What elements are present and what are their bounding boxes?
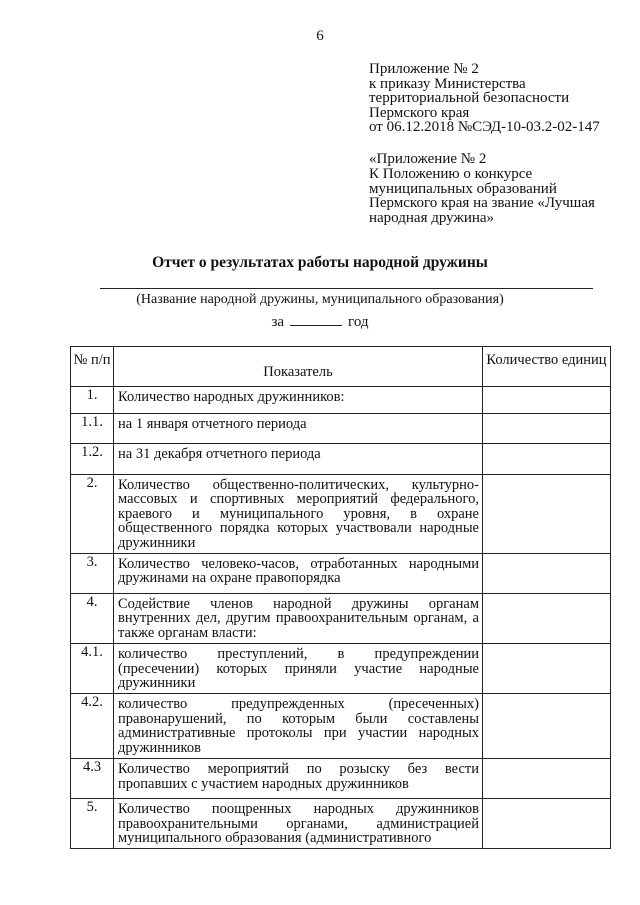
row-quantity-cell[interactable] [483, 444, 611, 475]
reporting-period [0, 313, 640, 331]
row-indicator: на 31 декабря отчетного периода [114, 444, 483, 475]
period-suffix: год [348, 314, 369, 330]
row-quantity-cell[interactable] [483, 594, 611, 644]
row-quantity-cell[interactable] [483, 475, 611, 554]
appendix-line: Пермского края [369, 104, 470, 121]
header-quantity: Количество единиц [483, 347, 611, 387]
reference-line: К Положению о конкурсе [369, 165, 533, 182]
table-row [71, 644, 611, 694]
table-header-row [71, 347, 611, 387]
table-row [71, 759, 611, 799]
row-number: 1.1. [71, 414, 114, 444]
row-quantity-cell[interactable] [483, 644, 611, 694]
table-row [71, 594, 611, 644]
appendix-line: от 06.12.2018 №СЭД-10-03.2-02-147 [369, 119, 600, 136]
name-fill-line [100, 288, 593, 289]
appendix-header [369, 62, 600, 135]
table-row [71, 444, 611, 475]
reference-line: Пермского края на звание «Лучшая [369, 195, 595, 212]
row-indicator: на 1 января отчетного периода [114, 414, 483, 444]
reference-line: муниципальных образований [369, 180, 557, 197]
row-quantity-cell[interactable] [483, 414, 611, 444]
row-quantity-cell[interactable] [483, 554, 611, 594]
regulation-reference [369, 152, 595, 226]
row-indicator: Количество человеко-часов, отработанных народными дружинами на охране правопорядка [114, 554, 483, 594]
row-indicator: Количество народных дружинников: [114, 387, 483, 414]
page-number: 6 [316, 28, 324, 44]
row-quantity-cell[interactable] [483, 387, 611, 414]
row-number: 1.2. [71, 444, 114, 475]
row-indicator: Количество мероприятий по розыску без вести пропавших с участием народных дружинников [114, 759, 483, 799]
table-row [71, 799, 611, 849]
report-title: Отчет о результатах работы народной дружины [152, 254, 488, 271]
period-prefix: за [271, 314, 285, 330]
row-number: 4.3 [71, 759, 114, 799]
appendix-line: к приказу Министерства [369, 75, 526, 92]
row-indicator: количество преступлений, в предупреждении (пресечении) которых приняли участие народные дружинники [114, 644, 483, 694]
appendix-line: территориальной безопасности [369, 90, 570, 107]
appendix-line: Приложение № 2 [369, 61, 479, 77]
year-blank [290, 313, 342, 326]
table-row [71, 475, 611, 554]
row-number: 5. [71, 799, 114, 849]
row-indicator: Содействие членов народной дружины органам внутренних дел, другим правоохранительным органам, а также органам власти: [114, 594, 483, 644]
row-quantity-cell[interactable] [483, 799, 611, 849]
row-indicator: Количество поощренных народных дружинников правоохранительными органами, администрацией муниципального образования (административного [114, 799, 483, 849]
row-number: 4.2. [71, 694, 114, 759]
row-quantity-cell[interactable] [483, 759, 611, 799]
row-quantity-cell[interactable] [483, 694, 611, 759]
row-number: 4. [71, 594, 114, 644]
name-caption: (Название народной дружины, муниципального образования) [136, 292, 504, 307]
reference-line: народная дружина» [369, 210, 495, 227]
header-number: № п/п [71, 347, 114, 387]
row-indicator: Количество общественно-политических, культурно-массовых и спортивных мероприятий федерального, краевого и муниципального уровня, в охране общественного порядка которых участвовали народные дружинники [114, 475, 483, 554]
table-row [71, 554, 611, 594]
report-table [70, 346, 611, 849]
row-number: 4.1. [71, 644, 114, 694]
row-number: 1. [71, 387, 114, 414]
row-number: 2. [71, 475, 114, 554]
table-row [71, 387, 611, 414]
row-number: 3. [71, 554, 114, 594]
row-indicator: количество предупрежденных (пресеченных) правонарушений, по которым были составлены административные протоколы при участии народных дружинников [114, 694, 483, 759]
header-indicator: Показатель [114, 347, 483, 387]
reference-line: «Приложение № 2 [369, 151, 487, 167]
table-row [71, 694, 611, 759]
table-row [71, 414, 611, 444]
